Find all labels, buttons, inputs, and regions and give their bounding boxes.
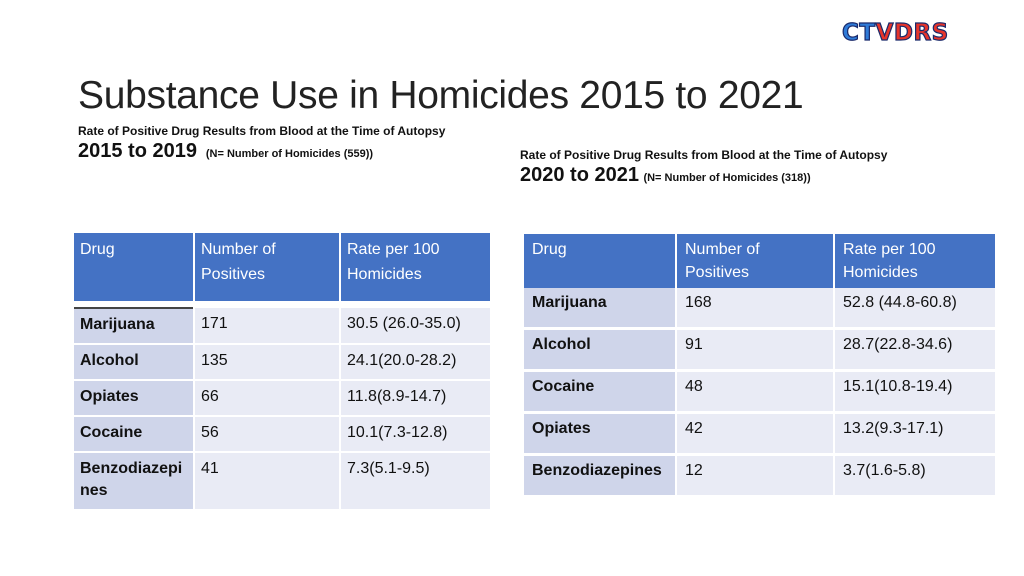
table-row: [74, 416, 490, 452]
right-caption-line1: Rate of Positive Drug Results from Blood at the Time of Autopsy: [520, 148, 888, 162]
right-caption-years: 2020 to 2021: [520, 164, 639, 186]
rate-cell: 24.1(20.0-28.2): [340, 344, 490, 380]
table-header-row: [524, 234, 995, 288]
drug-cell: Cocaine: [524, 371, 676, 413]
rate-cell: 13.2(9.3-17.1): [834, 413, 995, 455]
right-table-caption: [520, 148, 887, 187]
drug-cell: Benzodiazepines: [74, 452, 194, 509]
table-row: [524, 288, 995, 329]
right-drug-table: [524, 234, 995, 495]
header-number-of-positives: Number of Positives: [194, 233, 340, 301]
positives-cell: 66: [194, 380, 340, 416]
left-caption-line1: Rate of Positive Drug Results from Blood at the Time of Autopsy: [78, 124, 446, 138]
right-caption-n: (N= Number of Homicides (318)): [643, 172, 811, 184]
table-row: [524, 371, 995, 413]
table-header-row: [74, 233, 490, 301]
positives-cell: 168: [676, 288, 834, 329]
drug-cell: Opiates: [74, 380, 194, 416]
positives-cell: 91: [676, 329, 834, 371]
table-row: [74, 308, 490, 344]
header-number-of-positives: Number of Positives: [676, 234, 834, 288]
drug-cell: Marijuana: [524, 288, 676, 329]
positives-cell: 48: [676, 371, 834, 413]
rate-cell: 11.8(8.9-14.7): [340, 380, 490, 416]
left-caption-n: (N= Number of Homicides (559)): [205, 148, 374, 160]
positives-cell: 42: [676, 413, 834, 455]
header-rate-per-100: Rate per 100 Homicides: [834, 234, 995, 288]
rate-cell: 10.1(7.3-12.8): [340, 416, 490, 452]
rate-cell: 7.3(5.1-9.5): [340, 452, 490, 509]
left-drug-table: [74, 233, 490, 509]
table-row: [74, 344, 490, 380]
drug-cell: Benzodiazepines: [524, 455, 676, 496]
table-row: [524, 413, 995, 455]
rate-cell: 30.5 (26.0-35.0): [340, 308, 490, 344]
positives-cell: 41: [194, 452, 340, 509]
positives-cell: 171: [194, 308, 340, 344]
drug-cell: Alcohol: [74, 344, 194, 380]
positives-cell: 56: [194, 416, 340, 452]
drug-cell: Marijuana: [74, 308, 194, 344]
header-drug: Drug: [524, 234, 676, 288]
left-caption-years: 2015 to 2019: [78, 140, 197, 162]
table-row: [524, 455, 995, 496]
left-table-caption: [78, 124, 445, 163]
ctvdrs-logo: CTVDRS: [842, 20, 949, 46]
header-rate-per-100: Rate per 100 Homicides: [340, 233, 490, 301]
rate-cell: 28.7(22.8-34.6): [834, 329, 995, 371]
positives-cell: 12: [676, 455, 834, 496]
positives-cell: 135: [194, 344, 340, 380]
header-drug: Drug: [74, 233, 194, 301]
rate-cell: 52.8 (44.8-60.8): [834, 288, 995, 329]
table-row: [74, 380, 490, 416]
drug-cell: Cocaine: [74, 416, 194, 452]
drug-cell: Alcohol: [524, 329, 676, 371]
drug-cell: Opiates: [524, 413, 676, 455]
table-row: [74, 452, 490, 509]
rate-cell: 3.7(1.6-5.8): [834, 455, 995, 496]
table-row: [524, 329, 995, 371]
page-title: Substance Use in Homicides 2015 to 2021: [78, 74, 804, 118]
rate-cell: 15.1(10.8-19.4): [834, 371, 995, 413]
